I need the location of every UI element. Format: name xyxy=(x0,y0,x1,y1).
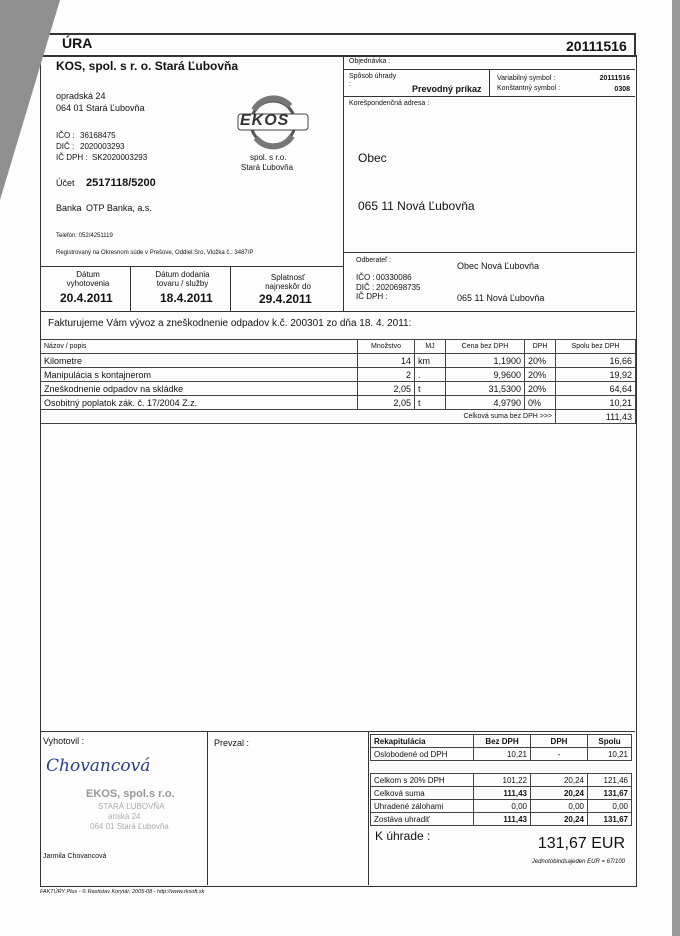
item-total: 19,92 xyxy=(556,368,636,382)
item-price: 1,1900 xyxy=(446,354,525,368)
dates-div1 xyxy=(130,266,131,311)
dates-div2 xyxy=(230,266,231,311)
logo-sub2: Stará Ľubovňa xyxy=(241,163,294,172)
registry-note: Registrovaný na Okresnom súde v Prešove, Oddiel:Sro, Vložka č.: 3487/P xyxy=(56,250,254,256)
col-name: Názov / popis xyxy=(41,340,358,354)
recap-net: 10,21 xyxy=(474,748,531,761)
recap-total: 0,00 xyxy=(588,800,632,813)
footer-div2 xyxy=(368,731,369,885)
item-name: Manipulácia s kontajnerom xyxy=(41,368,358,382)
issued-date: 20.4.2011 xyxy=(60,291,113,305)
customer-dic: 2020698735 xyxy=(376,283,421,292)
ks-value: 0308 xyxy=(614,86,630,93)
due-label2: najneskôr do xyxy=(265,282,311,291)
col-price: Cena bez DPH xyxy=(446,340,525,354)
recap-vat: 20,24 xyxy=(531,774,588,787)
stamp-line4: 064 01 Stará Ľubovňa xyxy=(90,822,169,831)
stamp-line1: EKOS, spol.s r.o. xyxy=(86,788,175,800)
corr-label: Korešpondenčná adresa : xyxy=(349,100,430,107)
issued-by-label: Vyhotovil : xyxy=(43,736,85,746)
phone: Telefón: 052/4251119 xyxy=(56,233,113,239)
supplier-city: 064 01 Stará Ľubovňa xyxy=(56,103,145,113)
corr-rule xyxy=(343,96,635,97)
item-name: Osobitný poplatok zák. č. 17/2004 Z.z. xyxy=(41,396,358,410)
frame-divider xyxy=(343,55,344,311)
total-label: Celková suma bez DPH >>> xyxy=(41,410,556,424)
issued-label2: vyhotovenia xyxy=(66,279,110,288)
logo-text: EKOS xyxy=(240,112,290,129)
item-vat: 0% xyxy=(525,396,556,410)
invoice-description: Fakturujeme Vám vývoz a zneškodnenie odpadov k.č. 200301 zo dňa 18. 4. 2011: xyxy=(48,318,412,329)
item-qty: 2,05 xyxy=(358,382,415,396)
items-header xyxy=(41,340,636,354)
item-name: Kilometre xyxy=(41,354,358,368)
delivery-label2: tovaru / služby xyxy=(156,279,209,288)
icdph-value: SK2020003293 xyxy=(92,153,148,162)
issued-label: Dátum xyxy=(76,270,100,279)
item-vat: 20% xyxy=(525,382,556,396)
desc-rule xyxy=(40,311,635,312)
recap-label: Uhradené zálohami xyxy=(371,800,474,813)
company-stamp xyxy=(76,782,186,838)
due-label: Splatnosť xyxy=(270,273,306,282)
customer-ico-label: IČO : xyxy=(356,273,375,282)
item-unit: t xyxy=(415,396,446,410)
vs-label: Variabilný symbol : xyxy=(497,75,556,82)
corr-name: Obec xyxy=(358,151,387,165)
customer-ico: 00330086 xyxy=(376,273,412,282)
recap-net: 111,43 xyxy=(474,787,531,800)
footer-rule xyxy=(40,731,635,732)
recap-vat: 0,00 xyxy=(531,800,588,813)
recap-label: Zostáva uhradiť xyxy=(371,813,474,826)
item-qty: 2,05 xyxy=(358,396,415,410)
customer-name: Obec Nová Ľubovňa xyxy=(457,261,540,271)
software-credit: FAKTÚRY Plus - © Rastislav Korytár, 2005-08 - http://www.rksoft.sk xyxy=(40,889,205,895)
recap-net: 0,00 xyxy=(474,800,531,813)
payment-method-label2: : xyxy=(349,81,351,88)
recap-header xyxy=(371,735,632,748)
bank-value: OTP Banka, a.s. xyxy=(86,203,152,213)
corr-city: 065 11 Nová Ľubovňa xyxy=(358,199,475,213)
item-unit: t xyxy=(415,382,446,396)
col-unit: MJ xyxy=(415,340,446,354)
recap-vat: 20,24 xyxy=(531,813,588,826)
col-total: Spolu bez DPH xyxy=(556,340,636,354)
recap-spacer xyxy=(371,761,632,774)
footer-div1 xyxy=(207,731,208,885)
recap-vat: - xyxy=(531,748,588,761)
item-unit: . xyxy=(415,368,446,382)
recap-label: Celková suma xyxy=(371,787,474,800)
received-label: Prevzal : xyxy=(214,738,250,748)
order-label: Objednávka : xyxy=(349,58,391,65)
customer-dic-label: DIČ : xyxy=(356,283,375,292)
item-qty: 14 xyxy=(358,354,415,368)
account-value: 2517118/5200 xyxy=(86,177,156,189)
folded-corner xyxy=(0,0,60,200)
unit-note: Jednotobindsajeden EUR = 67/100 xyxy=(531,859,625,865)
logo-sub1: spol. s r.o. xyxy=(250,153,287,162)
payment-method-label: Spôsob úhrady xyxy=(349,73,397,80)
col-qty: Množstvo xyxy=(358,340,415,354)
recap-row xyxy=(371,748,632,761)
item-price: 31,5300 xyxy=(446,382,525,396)
recap-row xyxy=(371,787,632,800)
recap-net: 111,43 xyxy=(474,813,531,826)
recap-label: Oslobodené od DPH xyxy=(371,748,474,761)
stamp-line3: ariská 24 xyxy=(108,812,141,821)
due-date: 29.4.2011 xyxy=(259,292,312,306)
supplier-street: opradská 24 xyxy=(56,91,106,101)
customer-city: 065 11 Nová Ľubovňa xyxy=(457,293,545,303)
dic-label: DIČ : xyxy=(56,142,75,151)
ks-label: Konštantný symbol : xyxy=(497,85,561,92)
to-pay-label: K úhrade : xyxy=(375,829,431,843)
item-price: 4,9790 xyxy=(446,396,525,410)
account-label: Účet xyxy=(56,178,75,188)
table-row xyxy=(41,368,636,382)
customer-rule xyxy=(343,252,635,253)
recap-row xyxy=(371,774,632,787)
header-bar xyxy=(12,33,636,57)
table-row xyxy=(41,382,636,396)
delivery-date: 18.4.2011 xyxy=(160,291,213,305)
customer-label: Odberateľ : xyxy=(356,257,392,264)
col-vat: DPH xyxy=(525,340,556,354)
recap-col-net: Bez DPH xyxy=(474,735,531,748)
issuer-name: Jarmila Chovancová xyxy=(43,853,107,860)
document-title: ÚRA xyxy=(62,35,93,51)
item-price: 9,9600 xyxy=(446,368,525,382)
items-table xyxy=(40,339,636,424)
recap-total: 121,46 xyxy=(588,774,632,787)
item-qty: 2 xyxy=(358,368,415,382)
total-row xyxy=(41,410,636,424)
ico-value: 36168475 xyxy=(80,131,116,140)
item-total: 64,64 xyxy=(556,382,636,396)
payment-method: Prevodný príkaz xyxy=(412,84,482,94)
dic-value: 2020003293 xyxy=(80,142,125,151)
recap-col-total: Spolu xyxy=(588,735,632,748)
recap-col-vat: DPH xyxy=(531,735,588,748)
customer-icdph-label: IČ DPH : xyxy=(356,292,388,301)
recap-table xyxy=(370,734,632,826)
item-unit: km xyxy=(415,354,446,368)
recap-row xyxy=(371,800,632,813)
item-vat: 20% xyxy=(525,354,556,368)
recap-label: Celkom s 20% DPH xyxy=(371,774,474,787)
stamp-line2: STARÁ ĽUBOVŇA xyxy=(98,802,165,811)
vs-value: 20111516 xyxy=(599,75,630,82)
table-row xyxy=(41,354,636,368)
bank-label: Banka xyxy=(56,203,82,213)
recap-total: 131,67 xyxy=(588,787,632,800)
symbol-div xyxy=(489,69,490,96)
to-pay-amount: 131,67 EUR xyxy=(537,835,625,852)
item-vat: 20% xyxy=(525,368,556,382)
dates-rule xyxy=(40,266,343,267)
recap-vat: 20,24 xyxy=(531,787,588,800)
recap-total: 10,21 xyxy=(588,748,632,761)
recap-col-label: Rekapitulácia xyxy=(371,735,474,748)
table-row xyxy=(41,396,636,410)
item-name: Zneškodnenie odpadov na skládke xyxy=(41,382,358,396)
item-total: 10,21 xyxy=(556,396,636,410)
delivery-label: Dátum dodania xyxy=(155,270,210,279)
ico-label: IČO : xyxy=(56,131,75,140)
supplier-name: KOS, spol. s r. o. Stará Ľubovňa xyxy=(56,59,239,73)
item-total: 16,66 xyxy=(556,354,636,368)
invoice-number: 20111516 xyxy=(566,38,627,54)
recap-row xyxy=(371,813,632,826)
recap-net: 101,22 xyxy=(474,774,531,787)
icdph-label: IČ DPH : xyxy=(56,153,88,162)
recap-total: 131,67 xyxy=(588,813,632,826)
total-value: 111,43 xyxy=(556,410,636,424)
signature: Chovancová xyxy=(46,756,151,776)
